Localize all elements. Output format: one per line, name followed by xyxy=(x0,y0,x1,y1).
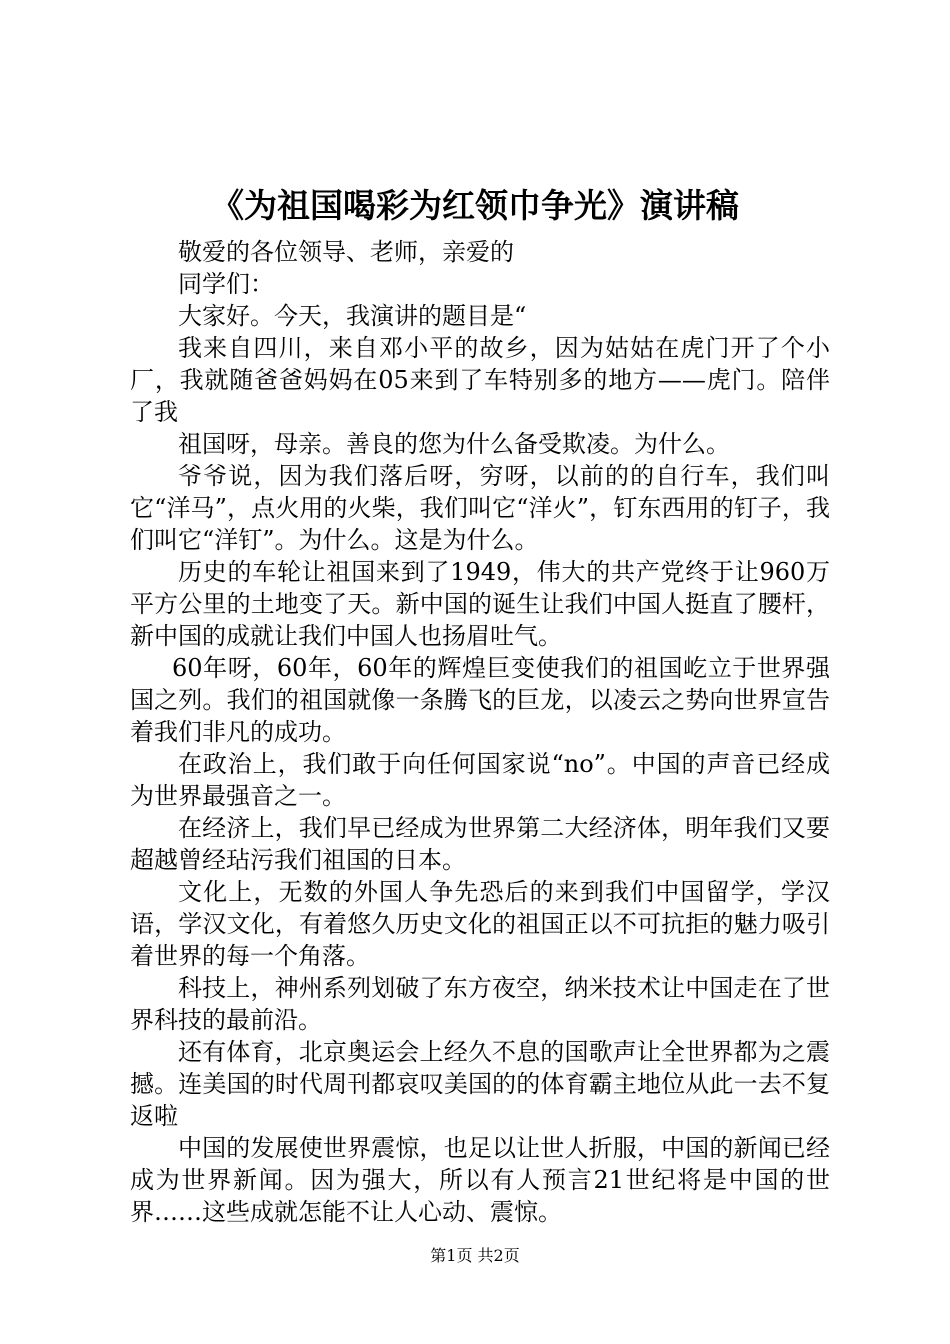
paragraph-origin: 我来自四川，来自邓小平的故乡，因为姑姑在虎门开了个小厂，我就随爸爸妈妈在05来到了车特别多的地方——虎门。陪伴了我 xyxy=(130,334,830,426)
paragraph-economy: 在经济上，我们早已经成为世界第二大经济体，明年我们又要超越曾经玷污我们祖国的日本。 xyxy=(130,814,830,874)
document-body xyxy=(130,236,830,1228)
paragraph-greeting-continued: 同学们： xyxy=(178,270,274,298)
paragraph-sports: 还有体育，北京奥运会上经久不息的国歌声让全世界都为之震撼。连美国的时代周刊都哀叹美国的的体育霸主地位从此一去不复返啦 xyxy=(130,1038,830,1130)
paragraph-history: 历史的车轮让祖国来到了1949，伟大的共产党终于让960万平方公里的土地变了天。新中国的诞生让我们中国人挺直了腰杆，新中国的成就让我们中国人也扬眉吐气。 xyxy=(130,558,830,650)
paragraph-opening: 大家好。今天，我演讲的题目是“ xyxy=(178,302,527,330)
document-title: 《为祖国喝彩为红领巾争光》演讲稿 xyxy=(211,186,739,225)
paragraph-sixty-years: 60年呀，60年，60年的辉煌巨变使我们的祖国屹立于世界强国之列。我们的祖国就像一条腾飞的巨龙，以凌云之势向世界宣告着我们非凡的成功。 xyxy=(130,654,830,746)
paragraph-grandpa: 爷爷说，因为我们落后呀，穷呀，以前的的自行车，我们叫它“洋马”，点火用的火柴，我们叫它“洋火”，钉东西用的钉子，我们叫它“洋钉”。为什么。这是为什么。 xyxy=(130,462,830,554)
paragraph-technology: 科技上，神州系列划破了东方夜空，纳米技术让中国走在了世界科技的最前沿。 xyxy=(130,974,830,1034)
paragraph-culture: 文化上，无数的外国人争先恐后的来到我们中国留学，学汉语，学汉文化，有着悠久历史文化的祖国正以不可抗拒的魅力吸引着世界的每一个角落。 xyxy=(130,878,830,970)
paragraph-motherland: 祖国呀，母亲。善良的您为什么备受欺凌。为什么。 xyxy=(178,430,730,458)
paragraph-politics: 在政治上，我们敢于向任何国家说“no”。中国的声音已经成为世界最强音之一。 xyxy=(130,750,830,810)
paragraph-development: 中国的发展使世界震惊，也足以让世人折服，中国的新闻已经成为世界新闻。因为强大，所以有人预言21世纪将是中国的世界……这些成就怎能不让人心动、震惊。 xyxy=(130,1134,830,1226)
page-footer: 第1页 共2页 xyxy=(430,1246,520,1265)
paragraph-greeting: 敬爱的各位领导、老师，亲爱的 xyxy=(178,238,514,266)
